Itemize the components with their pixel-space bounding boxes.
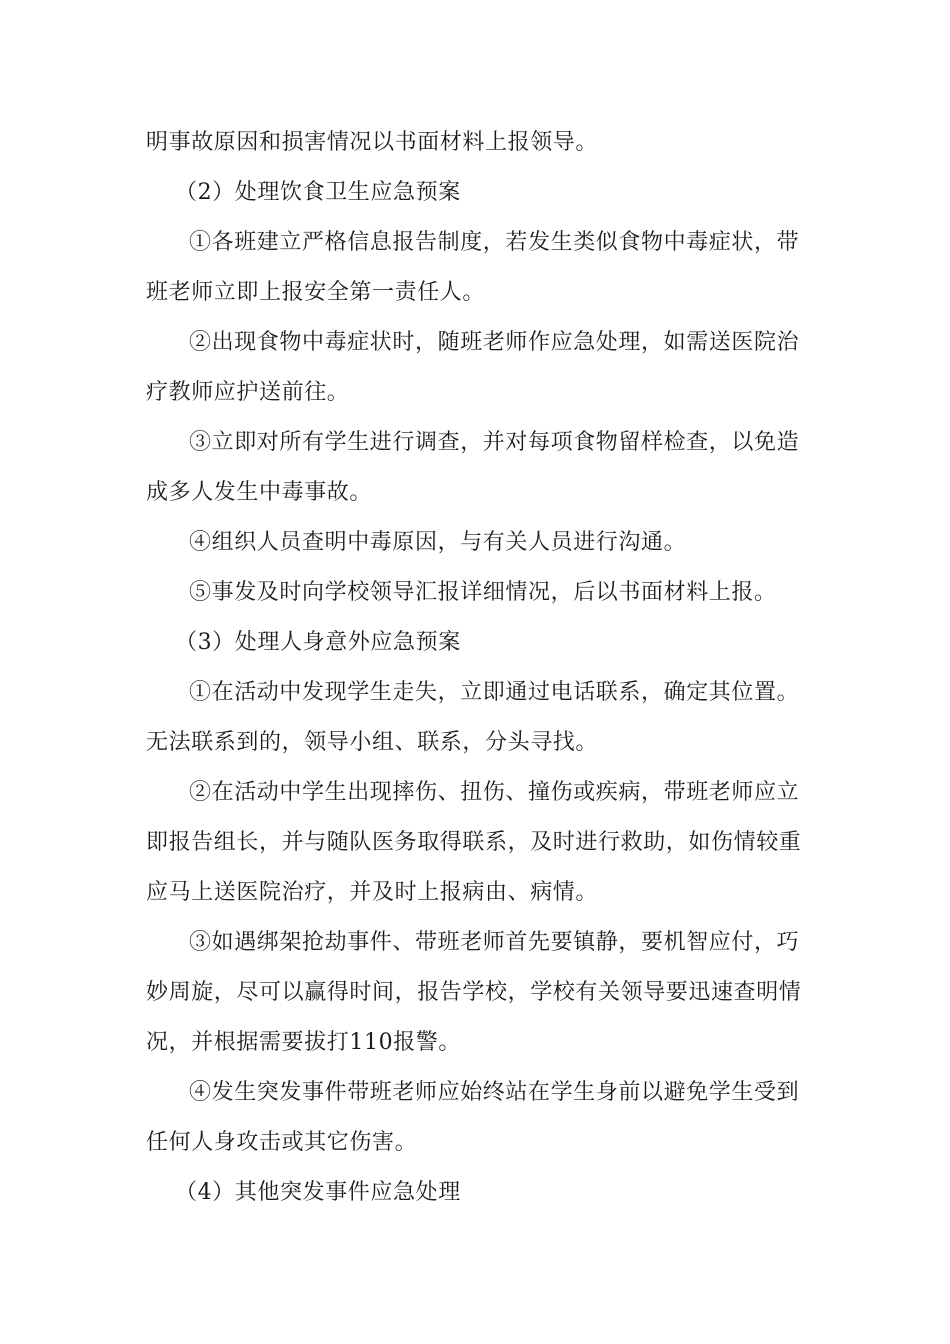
- section-heading: （3）处理人身意外应急预案: [175, 630, 461, 655]
- paragraph-line: ④发生突发事件带班老师应始终站在学生身前以避免学生受到: [189, 1080, 800, 1105]
- paragraph-line: ③立即对所有学生进行调查，并对每项食物留样检查，以免造: [189, 430, 800, 455]
- paragraph-line: 应马上送医院治疗，并及时上报病由、病情。: [146, 880, 599, 905]
- paragraph-line: ①在活动中发现学生走失，立即通过电话联系，确定其位置。: [189, 680, 800, 705]
- paragraph-line: ①各班建立严格信息报告制度，若发生类似食物中毒症状，带: [189, 230, 800, 255]
- paragraph-line: 明事故原因和损害情况以书面材料上报领导。: [146, 130, 599, 155]
- paragraph-line: ⑤事发及时向学校领导汇报详细情况，后以书面材料上报。: [189, 580, 777, 605]
- paragraph-line: 即报告组长，并与随队医务取得联系，及时进行救助，如伤情较重: [146, 830, 802, 855]
- paragraph-line: ③如遇绑架抢劫事件、带班老师首先要镇静，要机智应付，巧: [189, 930, 800, 955]
- section-heading: （2）处理饮食卫生应急预案: [175, 180, 461, 205]
- paragraph-line: 成多人发生中毒事故。: [146, 480, 373, 505]
- paragraph-line: 班老师立即上报安全第一责任人。: [146, 280, 486, 305]
- paragraph-line: 妙周旋，尽可以赢得时间，报告学校，学校有关领导要迅速查明情: [146, 980, 802, 1005]
- paragraph-line: 疗教师应护送前往。: [146, 380, 350, 405]
- section-heading: （4）其他突发事件应急处理: [175, 1180, 461, 1205]
- paragraph-line: 任何人身攻击或其它伤害。: [146, 1130, 418, 1155]
- paragraph-line: ④组织人员查明中毒原因，与有关人员进行沟通。: [189, 530, 687, 555]
- paragraph-line: 况，并根据需要拔打110报警。: [146, 1030, 461, 1055]
- paragraph-line: 无法联系到的，领导小组、联系，分头寻找。: [146, 730, 599, 755]
- paragraph-line: ②在活动中学生出现摔伤、扭伤、撞伤或疾病，带班老师应立: [189, 780, 800, 805]
- paragraph-line: ②出现食物中毒症状时，随班老师作应急处理，如需送医院治: [189, 330, 800, 355]
